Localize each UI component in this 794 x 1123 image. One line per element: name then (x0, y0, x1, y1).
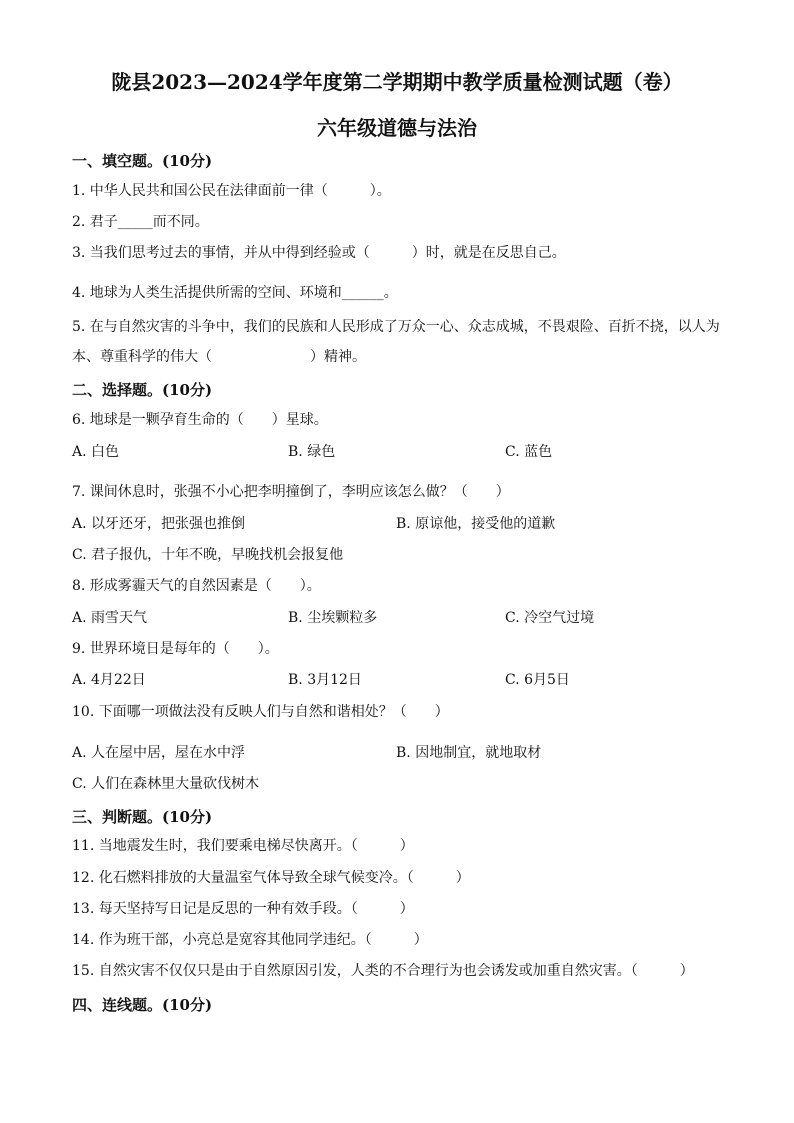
section-judge-heading: 三、判断题。(10分) (72, 808, 213, 826)
question-10-stem: 10. 下面哪一项做法没有反映人们与自然和谐相处？（ ） (72, 704, 449, 720)
section-match-heading: 四、连线题。(10分) (72, 996, 213, 1014)
question-7-option-b: B. 原谅他，接受他的道歉 (396, 516, 556, 532)
question-9-option-a: A. 4月22日 (72, 672, 146, 688)
question-13: 13. 每天坚持写日记是反思的一种有效手段。（ ） (72, 901, 414, 917)
question-6-option-c: C. 蓝色 (505, 444, 553, 460)
question-5-line-1: 5. 在与自然灾害的斗争中，我们的民族和人民形成了万众一心、众志成城，不畏艰险、百折不挠，以人为 (72, 319, 720, 335)
question-11: 11. 当地震发生时，我们要乘电梯尽快离开。（ ） (72, 838, 414, 854)
question-1: 1. 中华人民共和国公民在法律面前一律（ ）。 (72, 183, 391, 199)
question-7-option-c: C. 君子报仇，十年不晚，早晚找机会报复他 (72, 547, 344, 563)
question-15: 15. 自然灾害不仅仅只是由于自然原因引发，人类的不合理行为也会诱发或加重自然灾害。（ ） (72, 963, 694, 979)
section-fill-heading: 一、填空题。(10分) (72, 152, 213, 170)
question-8-option-c: C. 冷空气过境 (505, 610, 595, 626)
exam-title: 陇县2023—2024学年度第二学期期中教学质量检测试题（卷） (111, 70, 683, 94)
question-9-option-c: C. 6月5日 (505, 672, 570, 688)
question-10-option-b: B. 因地制宜，就地取材 (396, 745, 542, 761)
question-14: 14. 作为班干部，小亮总是宽容其他同学违纪。（ ） (72, 932, 428, 948)
question-8-option-a: A. 雨雪天气 (72, 610, 148, 626)
question-7-option-a: A. 以牙还牙，把张强也推倒 (72, 516, 246, 532)
question-8-stem: 8. 形成雾霾天气的自然因素是（ ）。 (72, 578, 321, 594)
question-6-option-a: A. 白色 (72, 444, 120, 460)
exam-subtitle: 六年级道德与法治 (317, 116, 477, 140)
question-9-stem: 9. 世界环境日是每年的（ ）。 (72, 641, 279, 657)
question-5-line-2: 本、尊重科学的伟大（ ）精神。 (72, 349, 366, 365)
question-12: 12. 化石燃料排放的大量温室气体导致全球气候变冷。（ ） (72, 870, 470, 886)
question-9-option-b: B. 3月12日 (288, 672, 362, 688)
question-7-stem: 7. 课间休息时，张强不小心把李明撞倒了，李明应该怎么做？（ ） (72, 484, 510, 500)
section-choice-heading: 二、选择题。(10分) (72, 381, 213, 399)
question-6-stem: 6. 地球是一颗孕育生命的（ ）星球。 (72, 412, 328, 428)
question-8-option-b: B. 尘埃颗粒多 (288, 610, 378, 626)
question-6-option-b: B. 绿色 (288, 444, 336, 460)
question-10-option-c: C. 人们在森林里大量砍伐树木 (72, 776, 260, 792)
question-3: 3. 当我们思考过去的事情，并从中得到经验或（ ）时，就是在反思自己。 (72, 245, 566, 261)
question-4: 4. 地球为人类生活提供所需的空间、环境和______。 (72, 285, 398, 301)
question-10-option-a: A. 人在屋中居，屋在水中浮 (72, 745, 246, 761)
question-2: 2. 君子_____而不同。 (72, 214, 209, 230)
